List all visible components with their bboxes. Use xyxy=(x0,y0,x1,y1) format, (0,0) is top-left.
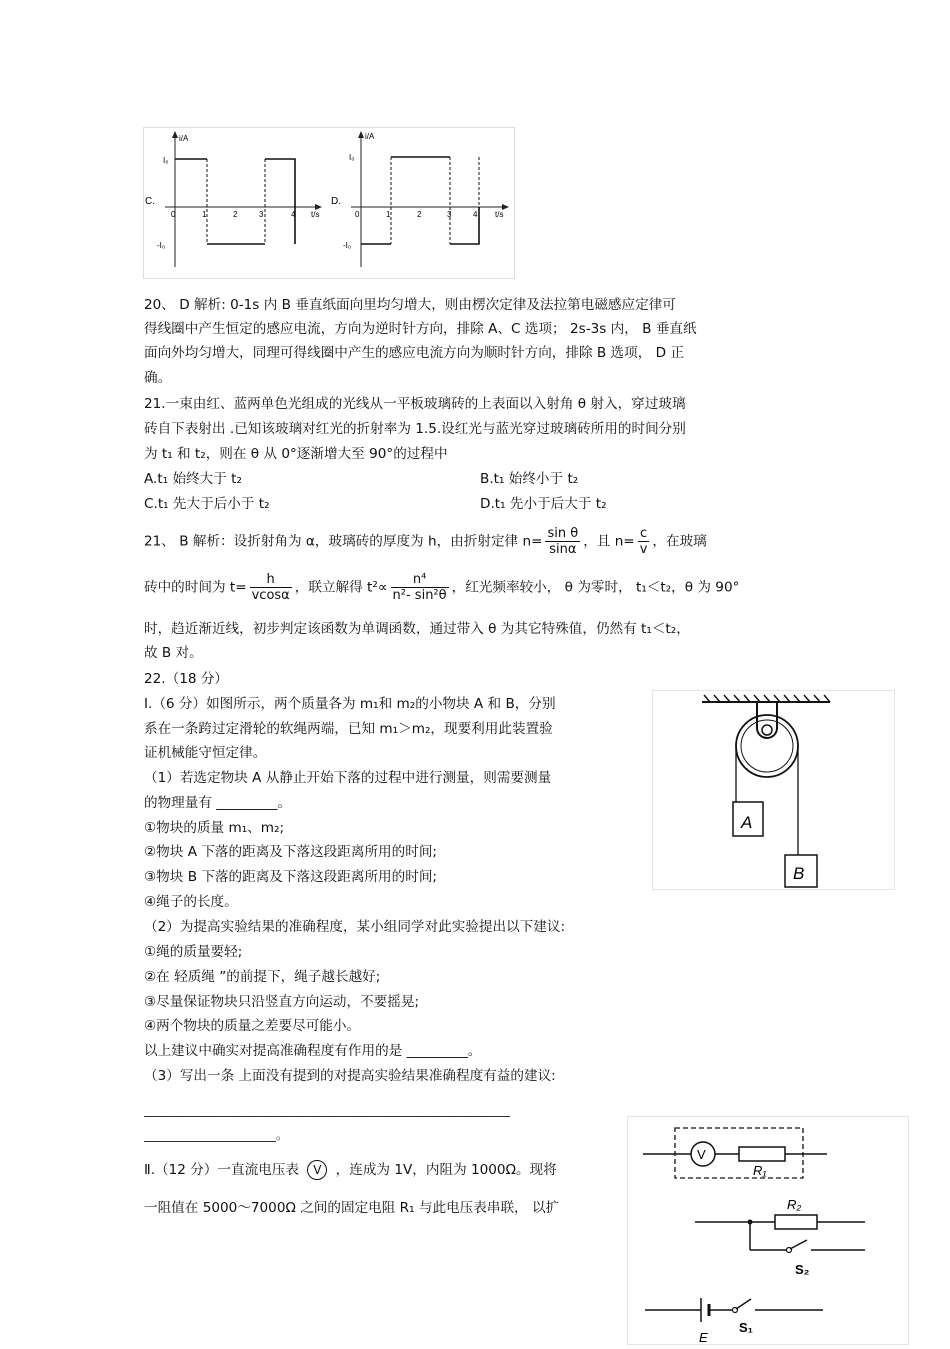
q22-o3: ③物块 B 下落的距离及下落这段距离所用的时间; xyxy=(144,869,438,885)
fraction-cv xyxy=(638,526,650,557)
q22-head: 22.（18 分） xyxy=(144,671,229,687)
q20-line1: 20、 D 解析: 0-1s 内 B 垂直纸面向里均匀增大，则由楞次定律及法拉第电磁感应定律可 xyxy=(144,297,676,313)
q22-blank1: ____________________________________________________________ xyxy=(144,1103,510,1117)
q22-r1: ①绳的质量要轻; xyxy=(144,944,243,960)
graph-svg xyxy=(143,127,515,279)
circuit-e-label: E xyxy=(699,1330,708,1345)
ans21-line3: 时，趋近渐近线，初步判定该函数为单调函数，通过带入 θ 为其它特殊值，仍然有 t₁＜t₂， xyxy=(144,621,690,637)
graph-c-t3: 3 xyxy=(259,210,264,219)
ans21-text-a: 21、 B 解析：设折射角为 α，玻璃砖的厚度为 h，由折射定律 n= xyxy=(144,533,543,550)
pulley-svg xyxy=(652,690,895,890)
graph-d-t1: 1 xyxy=(386,210,391,219)
resistor-r2 xyxy=(775,1215,817,1229)
frac-num: h xyxy=(250,572,292,588)
q22-p3: 证机械能守恒定律。 xyxy=(144,745,267,761)
frac-den: sinα xyxy=(549,542,577,557)
fraction-sin xyxy=(545,526,580,557)
ans21-text-e: ，联立解得 t²∝ xyxy=(294,579,388,596)
graph-d-option: D. xyxy=(331,196,341,207)
q22-blank2: ______________________。 xyxy=(144,1128,289,1142)
q22-s3: （3）写出一条 上面没有提到的对提高实验结果准确程度有益的建议: xyxy=(144,1068,556,1084)
graph-d-t4: 4 xyxy=(473,210,478,219)
q21-option-a: A.t₁ 始终大于 t₂ xyxy=(144,471,242,487)
circuit-s2-label: S₂ xyxy=(795,1262,810,1277)
q21-option-d: D.t₁ 先小于后大于 t₂ xyxy=(480,496,607,512)
ans21-line1 xyxy=(144,526,707,557)
ans21-text-c: ，在玻璃 xyxy=(652,533,707,550)
frac-num: sin θ xyxy=(547,526,579,541)
graph-c-option: C. xyxy=(145,196,155,207)
q22-s1b: 的物理量有 _________。 xyxy=(144,795,292,811)
fraction-time xyxy=(250,572,292,603)
circuit-r2-label: R₂ xyxy=(787,1197,802,1212)
graph-c-ylabel: i/A xyxy=(179,134,189,143)
q21-line1: 21.一束由红、蓝两单色光组成的光线从一平板玻璃砖的上表面以入射角 θ 射入，穿过玻璃 xyxy=(144,396,686,412)
graph-d-t2: 2 xyxy=(417,210,422,219)
q22-p2c: 一阻值在 5000～7000Ω 之间的固定电阻 R₁ 与此电压表串联， 以扩 xyxy=(144,1200,560,1216)
graph-c-t1: 1 xyxy=(202,210,207,219)
q22-part2-line1 xyxy=(144,1160,557,1180)
graph-d-origin: 0 xyxy=(355,210,360,219)
q20-line3: 面向外均匀增大，同理可得线圈中产生的感应电流方向为顺时针方向，排除 B 选项， D 正 xyxy=(144,345,685,361)
ans21-text-d: 砖中的时间为 t= xyxy=(144,579,247,596)
frac-den: n²- sin²θ xyxy=(392,588,447,603)
graph-c-origin: 0 xyxy=(171,210,176,219)
q22-s2: （2）为提高实验结果的准确程度，某小组同学对此实验提出以下建议: xyxy=(144,919,566,935)
graph-c-t2: 2 xyxy=(233,210,238,219)
circuit-r1-label: R₁ xyxy=(753,1163,767,1178)
circuit-figure xyxy=(627,1116,909,1345)
q20-line4: 确。 xyxy=(144,370,172,386)
voltmeter-icon xyxy=(307,1160,327,1180)
block-a-label: A xyxy=(741,813,753,832)
q22-s2q: 以上建议中确实对提高准确程度有作用的是 _________。 xyxy=(144,1043,482,1059)
resistor-r1 xyxy=(739,1147,785,1161)
pulley-figure xyxy=(652,690,895,890)
fraction-n4 xyxy=(391,572,449,603)
frac-den: vcosα xyxy=(251,588,290,603)
graph-d-i0: I₀ xyxy=(349,153,355,162)
q22-p1: Ⅰ.（6 分）如图所示，两个质量各为 m₁和 m₂的小物块 A 和 B，分别 xyxy=(144,696,556,712)
ans21-text-b: ，且 n= xyxy=(583,533,635,550)
block-b-label: B xyxy=(793,864,805,883)
q22-p2a: Ⅱ.（12 分）一直流电压表 xyxy=(144,1162,299,1178)
q21-option-b: B.t₁ 始终小于 t₂ xyxy=(480,471,579,487)
q22-r3: ③尽量保证物块只沿竖直方向运动，不要摇晃; xyxy=(144,994,420,1010)
q22-s1a: （1）若选定物块 A 从静止开始下落的过程中进行测量，则需要测量 xyxy=(144,770,552,786)
graph-c-t4: 4 xyxy=(291,210,296,219)
circuit-v-label: V xyxy=(697,1147,706,1162)
q22-o4: ④绳子的长度。 xyxy=(144,894,238,910)
q22-r2: ②在 轻质绳 ”的前提下，绳子越长越好; xyxy=(144,969,381,985)
voltmeter-symbol: V xyxy=(313,1163,322,1177)
graph-d-neg-i0: -I₀ xyxy=(343,241,352,250)
ans21-line4: 故 B 对。 xyxy=(144,645,203,661)
q22-o2: ②物块 A 下落的距离及下落这段距离所用的时间; xyxy=(144,844,437,860)
q21-line2: 砖自下表射出 .已知该玻璃对红光的折射率为 1.5.设红光与蓝光穿过玻璃砖所用的时间分别 xyxy=(144,421,686,437)
q22-p2: 系在一条跨过定滑轮的软绳两端，已知 m₁＞m₂，现要利用此装置验 xyxy=(144,721,553,737)
graph-c-neg-i0: -I₀ xyxy=(157,241,166,250)
frac-num: n⁴ xyxy=(391,572,449,588)
circuit-s1-label: S₁ xyxy=(739,1320,754,1335)
q20-line2: 得线圈中产生恒定的感应电流，方向为逆时针方向，排除 A、C 选项； 2s-3s 内， B 垂直纸 xyxy=(144,321,697,337)
frac-num: c xyxy=(638,526,650,542)
graph-d-xlabel: t/s xyxy=(495,210,504,219)
q22-p2b: ，连成为 1V，内阻为 1000Ω。现将 xyxy=(335,1162,557,1178)
graph-d-ylabel: i/A xyxy=(365,132,375,141)
graphs-figure xyxy=(143,127,515,279)
graph-d-t3: 3 xyxy=(447,210,452,219)
q21-line3: 为 t₁ 和 t₂，则在 θ 从 0°逐渐增大至 90°的过程中 xyxy=(144,446,448,462)
q21-option-c: C.t₁ 先大于后小于 t₂ xyxy=(144,496,270,512)
graph-c-i0: I₀ xyxy=(163,156,169,165)
q22-o1: ①物块的质量 m₁、m₂; xyxy=(144,820,285,836)
q22-r4: ④两个物块的质量之差要尽可能小。 xyxy=(144,1018,361,1034)
circuit-svg xyxy=(627,1116,909,1345)
ans21-text-f: ，红光频率较小， θ 为零时， t₁＜t₂，θ 为 90° xyxy=(451,579,740,596)
ans21-line2 xyxy=(144,572,739,603)
frac-den: v xyxy=(639,542,648,557)
graph-c-xlabel: t/s xyxy=(311,210,320,219)
